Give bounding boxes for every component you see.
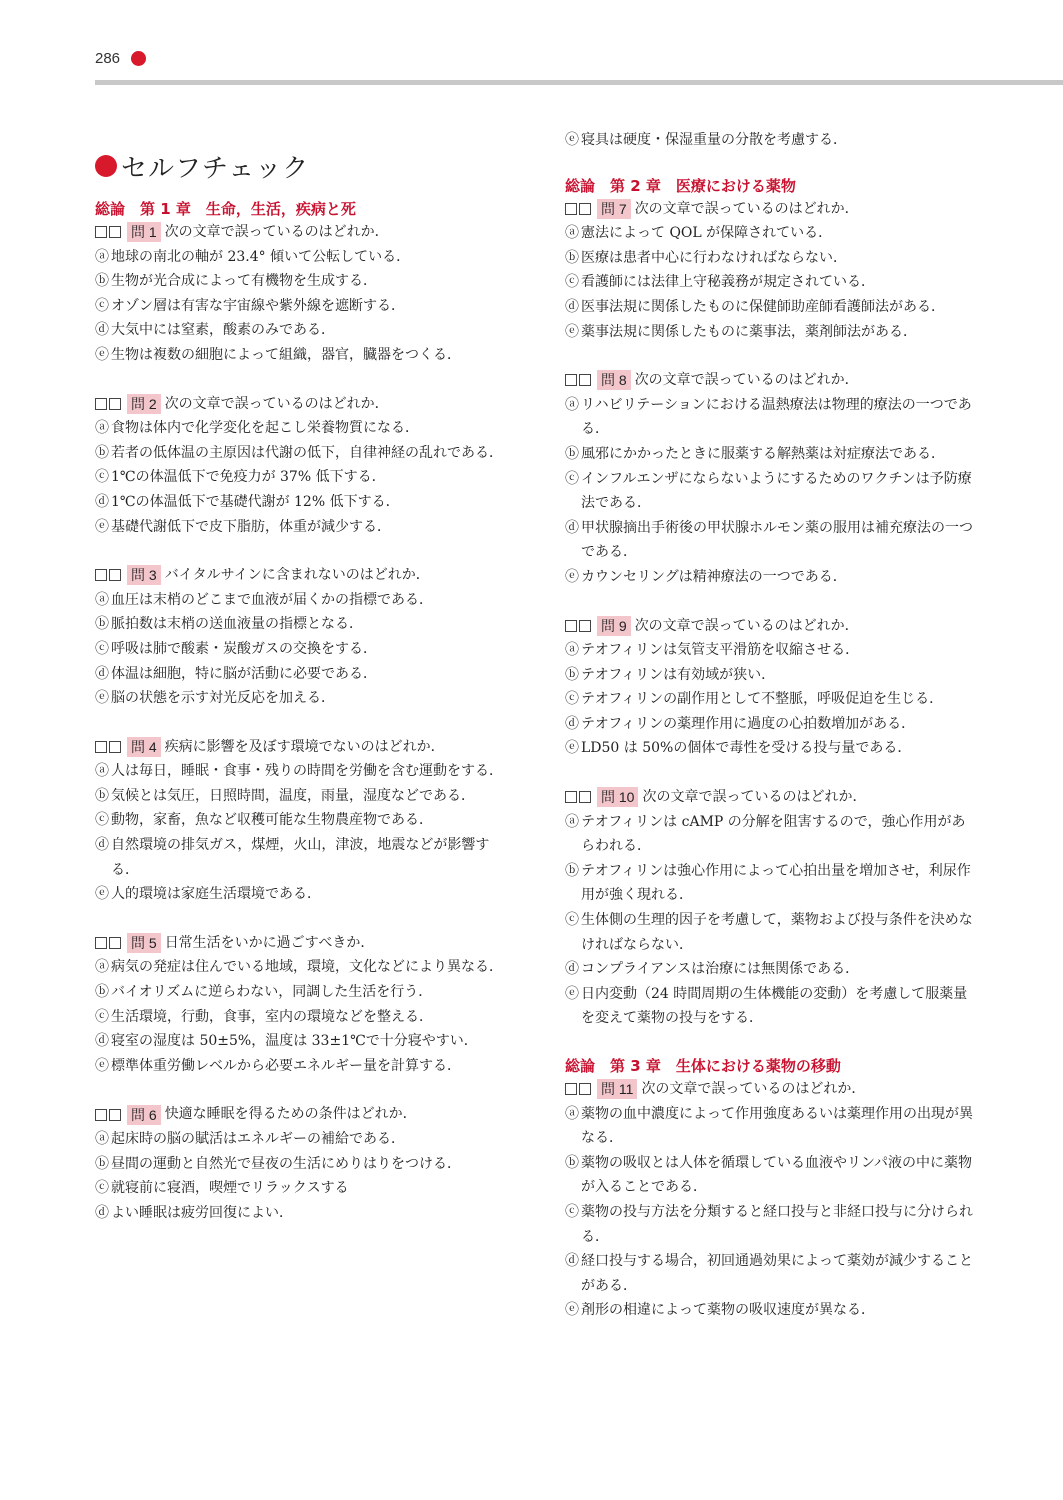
- option-marker: ⓔ: [95, 690, 109, 707]
- option-text: 呼吸は肺で酸素・炭酸ガスの交換をする．: [111, 640, 377, 657]
- option-text: 体温は細胞，特に脳が活動に必要である．: [111, 665, 377, 682]
- question-text: 次の文章で誤っているのはどれか．: [164, 224, 389, 240]
- option-marker: ⓒ: [95, 469, 109, 486]
- question-number-badge: 問 2: [127, 394, 161, 414]
- question-number-badge: 問 6: [127, 1105, 161, 1125]
- section-title: [95, 142, 505, 190]
- option-marker: ⓐ: [565, 642, 579, 659]
- question-header: [565, 1077, 975, 1102]
- checkbox-icon[interactable]: [579, 1083, 591, 1095]
- answer-option: [565, 810, 975, 859]
- answer-option: [565, 565, 975, 590]
- question-number-badge: 問 10: [597, 787, 638, 807]
- question-header: [95, 220, 505, 245]
- option-marker: ⓐ: [95, 591, 109, 608]
- option-marker: ⓑ: [95, 616, 109, 633]
- question-header: [95, 1102, 505, 1127]
- answer-option: [95, 882, 505, 907]
- answer-option: [95, 416, 505, 441]
- option-text: コンプライアンスは治療には無関係である．: [581, 961, 860, 978]
- option-text: 起床時の脳の賦活はエネルギーの補給である．: [111, 1131, 405, 1147]
- question-header: [95, 931, 505, 956]
- option-text: テオフィリンの薬理作用に過度の心拍数増加がある．: [581, 715, 916, 732]
- chapter-heading: 総論 第 3 章 生体における薬物の移動: [565, 1057, 841, 1075]
- checkbox-icon[interactable]: [579, 374, 591, 386]
- option-marker: ⓔ: [95, 518, 109, 535]
- option-marker: ⓑ: [565, 862, 579, 879]
- answer-option: [95, 245, 505, 270]
- answer-option: [565, 957, 975, 982]
- option-marker: ⓒ: [95, 1180, 109, 1197]
- option-text: 薬事法規に関係したものに薬事法，薬剤師法がある．: [581, 323, 917, 340]
- option-text: 憲法によって QOL が保障されている．: [581, 225, 833, 242]
- answer-option: [95, 588, 505, 613]
- answer-option: [565, 270, 975, 295]
- option-marker: ⓐ: [95, 248, 109, 265]
- option-text: 血圧は末梢のどこまで血液が届くかの指標である．: [111, 591, 433, 608]
- option-marker: ⓓ: [565, 519, 579, 536]
- answer-option: [565, 467, 975, 516]
- option-text: 医事法規に関係したものに保健師助産師看護師法がある．: [581, 298, 945, 315]
- option-marker: ⓐ: [95, 420, 109, 437]
- answer-option: [95, 1152, 505, 1177]
- answer-option: [95, 759, 505, 784]
- question-text: バイタルサインに含まれないのはどれか．: [164, 567, 430, 584]
- option-text: 医療は患者中心に行わなければならない．: [581, 249, 847, 266]
- answer-option: [95, 662, 505, 687]
- answer-option: [95, 343, 505, 368]
- question-header: [565, 614, 975, 639]
- option-marker: ⓓ: [95, 1204, 109, 1221]
- option-text: 剤形の相違によって薬物の吸収速度が異なる．: [581, 1302, 875, 1319]
- option-marker: ⓒ: [565, 691, 579, 708]
- question-block: [95, 1102, 505, 1225]
- answer-option: [565, 295, 975, 320]
- chapter-section: [565, 1055, 975, 1323]
- question-number-badge: 問 9: [597, 616, 631, 636]
- question-number-badge: 問 1: [127, 222, 161, 242]
- question-block: [95, 931, 505, 1079]
- option-text: リハビリテーションにおける温熱療法は物理的療法の一つである．: [581, 396, 972, 438]
- question-header: [565, 197, 975, 222]
- title-bullet-icon: [95, 155, 117, 177]
- answer-option: [95, 1005, 505, 1030]
- option-marker: ⓒ: [565, 274, 579, 291]
- question-number-badge: 問 8: [597, 370, 631, 390]
- option-text: 1℃の体温低下で免疫力が 37% 低下する．: [111, 469, 386, 486]
- option-text: インフルエンザにならないようにするためのワクチンは予防療法である．: [581, 470, 972, 512]
- question-number-badge: 問 5: [127, 933, 161, 953]
- checkbox-icon[interactable]: [565, 620, 577, 632]
- answer-option: [95, 1054, 505, 1079]
- checkbox-icon[interactable]: [109, 398, 121, 410]
- option-text: 日内変動（24 時間周期の生体機能の変動）を考慮して服薬量を変えて薬物の投与をする．: [581, 985, 968, 1027]
- option-text: 脈拍数は末梢の送血液量の指標となる．: [111, 616, 363, 633]
- answer-option: [565, 736, 975, 761]
- option-text: テオフィリンは気管支平滑筋を収縮させる．: [581, 642, 860, 659]
- option-marker: ⓒ: [565, 470, 579, 487]
- chapter-sections: [565, 175, 975, 1323]
- answer-option: [95, 784, 505, 809]
- answer-option: [565, 663, 975, 688]
- answer-option: [565, 982, 975, 1031]
- option-text: 昼間の運動と自然光で昼夜の生活にめりはりをつける．: [111, 1155, 461, 1172]
- option-text: 生体側の生理的因子を考慮して，薬物および投与条件を決めなければならない．: [581, 912, 973, 953]
- option-marker: ⓒ: [95, 640, 109, 657]
- option-marker: ⓔ: [565, 740, 579, 757]
- option-text: 脳の状態を示す対光反応を加える．: [111, 690, 335, 707]
- answer-option: [565, 859, 975, 908]
- option-carryover: [565, 128, 975, 153]
- answer-option: [565, 1298, 975, 1323]
- question-number-badge: 問 7: [597, 199, 631, 219]
- question-block: [565, 1077, 975, 1323]
- question-block: [565, 614, 975, 762]
- page-marker-dot-icon: [131, 51, 146, 66]
- checkbox-icon[interactable]: [579, 791, 591, 803]
- answer-option: [565, 1151, 975, 1200]
- checkbox-icon[interactable]: [95, 741, 107, 753]
- checkbox-icon[interactable]: [109, 1109, 121, 1121]
- option-marker: ⓓ: [95, 322, 109, 339]
- option-text: 食物は体内で化学変化を起こし栄養物質になる．: [111, 420, 419, 437]
- checkbox-icon[interactable]: [95, 569, 107, 581]
- option-marker: ⓔ: [95, 346, 109, 363]
- option-text: 就寝前に寝酒，喫煙でリラックスする: [111, 1180, 349, 1197]
- option-marker: ⓒ: [95, 1008, 109, 1025]
- question-number-badge: 問 11: [597, 1079, 637, 1099]
- option-marker: ⓑ: [95, 444, 109, 461]
- option-text: 人的環境は家庭生活環境である．: [111, 886, 321, 903]
- option-marker: ⓑ: [565, 445, 579, 462]
- checkbox-icon[interactable]: [95, 226, 107, 238]
- question-block: [565, 368, 975, 589]
- question-header: [565, 368, 975, 393]
- option-marker: ⓓ: [95, 665, 109, 682]
- answer-option: [95, 637, 505, 662]
- answer-option: [565, 687, 975, 712]
- option-text: 若者の低体温の主原因は代謝の低下，自律神経の乱れである．: [111, 444, 503, 461]
- question-block: [565, 785, 975, 1031]
- answer-option: [95, 686, 505, 711]
- question-text: 快適な睡眠を得るための条件はどれか．: [164, 1106, 417, 1123]
- option-marker: ⓐ: [565, 813, 579, 830]
- question-block: [95, 392, 505, 540]
- option-text: 看護師には法律上守秘義務が規定されている．: [581, 274, 875, 291]
- option-text: 人は毎日，睡眠・食事・残りの時間を労働を含む運動をする．: [111, 763, 503, 780]
- option-marker: ⓔ: [565, 1302, 579, 1319]
- checkbox-icon[interactable]: [95, 398, 107, 410]
- option-text: 薬物の吸収とは人体を循環している血液やリンパ液の中に薬物が入ることである．: [581, 1154, 973, 1196]
- option-marker: ⓔ: [565, 985, 579, 1002]
- checkbox-icon[interactable]: [579, 620, 591, 632]
- option-text: 1℃の体温低下で基礎代謝が 12% 低下する．: [111, 493, 400, 510]
- option-text: 大気中には窒素，酸素のみである．: [111, 322, 335, 339]
- option-text: 気候とは気圧，日照時間，温度，雨量，湿度などである．: [111, 787, 475, 804]
- checkbox-icon[interactable]: [579, 203, 591, 215]
- answer-option: [95, 318, 505, 343]
- option-marker: ⓓ: [565, 961, 579, 978]
- checkbox-icon[interactable]: [565, 1083, 577, 1095]
- question-block: [565, 197, 975, 345]
- checkbox-icon[interactable]: [565, 374, 577, 386]
- option-text: 寝具は硬度・保湿重量の分散を考慮する．: [581, 132, 847, 148]
- left-column: [95, 128, 505, 1249]
- option-marker: ⓐ: [565, 1105, 579, 1122]
- option-marker: ⓓ: [565, 1253, 579, 1270]
- chapter-section: [565, 175, 975, 1031]
- question-number-badge: 問 3: [127, 565, 161, 585]
- checkbox-icon[interactable]: [565, 203, 577, 215]
- header-rule: [95, 80, 1063, 85]
- answer-option: [95, 441, 505, 466]
- option-text: LD50 は 50%の個体で毒性を受ける投与量である．: [581, 740, 912, 757]
- chapter-heading: 総論 第 1 章 生命，生活，疾病と死: [95, 200, 356, 218]
- option-marker: ⓑ: [95, 1155, 109, 1172]
- checkbox-icon[interactable]: [109, 569, 121, 581]
- answer-option: [95, 1029, 505, 1054]
- question-header: [565, 785, 975, 810]
- answer-option: [95, 1176, 505, 1201]
- option-marker: ⓐ: [565, 396, 579, 413]
- option-marker: ⓓ: [95, 493, 109, 510]
- option-text: テオフィリンは cAMP の分解を阻害するので，強心作用があらわれる．: [581, 813, 966, 855]
- checkbox-icon[interactable]: [95, 937, 107, 949]
- answer-option: [565, 1200, 975, 1249]
- option-text: オゾン層は有害な宇宙線や紫外線を遮断する．: [111, 297, 405, 314]
- option-marker: ⓑ: [95, 273, 109, 290]
- option-text: テオフィリンは強心作用によって心拍出量を増加させ，利尿作用が強く現れる．: [581, 862, 971, 904]
- answer-option: [95, 294, 505, 319]
- option-marker: ⓑ: [565, 1154, 579, 1171]
- answer-option: [95, 465, 505, 490]
- answer-option: [95, 490, 505, 515]
- right-column: [565, 128, 975, 1347]
- checkbox-icon[interactable]: [109, 741, 121, 753]
- option-text: 経口投与する場合，初回通過効果によって薬効が減少することがある．: [581, 1253, 973, 1294]
- answer-option: [565, 1249, 975, 1298]
- question-list: [95, 220, 505, 1225]
- page-number: 286: [95, 50, 121, 67]
- option-marker: ⓒ: [95, 297, 109, 314]
- question-block: [95, 220, 505, 368]
- option-marker: ⓓ: [95, 837, 109, 854]
- answer-option: [565, 221, 975, 246]
- option-marker: ⓔ: [565, 568, 579, 585]
- question-number-badge: 問 4: [127, 737, 161, 757]
- question-header: [95, 735, 505, 760]
- option-text: 動物，家畜，魚など収穫可能な生物農産物である．: [111, 812, 433, 829]
- checkbox-icon[interactable]: [109, 937, 121, 949]
- option-text: バイオリズムに逆らわない，同調した生活を行う．: [111, 984, 433, 1001]
- option-text: 薬物の投与方法を分類すると経口投与と非経口投与に分けられる．: [581, 1203, 973, 1245]
- option-marker: ⓐ: [95, 959, 109, 976]
- option-marker: ⓓ: [95, 1033, 109, 1050]
- answer-option: [95, 980, 505, 1005]
- checkbox-icon[interactable]: [565, 791, 577, 803]
- answer-option: [95, 269, 505, 294]
- answer-option: [565, 516, 975, 565]
- question-block: [95, 563, 505, 711]
- answer-option: [565, 320, 975, 345]
- answer-option: [565, 246, 975, 271]
- option-text: よい睡眠は疲労回復によい．: [111, 1204, 293, 1221]
- option-text: テオフィリンは有効域が狭い．: [581, 666, 776, 683]
- option-marker: ⓔ: [95, 1057, 109, 1074]
- question-block: [95, 735, 505, 907]
- option-text: 生活環境，行動，食事，室内の環境などを整える．: [111, 1008, 433, 1025]
- option-text: 生物が光合成によって有機物を生成する．: [111, 273, 377, 290]
- option-text: 寝室の湿度は 50±5%，温度は 33±1℃で十分寝やすい．: [111, 1033, 478, 1050]
- option-marker: ⓔ: [565, 132, 579, 148]
- question-text: 次の文章で誤っているのはどれか．: [642, 789, 867, 806]
- option-marker: ⓐ: [95, 1131, 109, 1147]
- option-text: 病気の発症は住んでいる地域，環境，文化などにより異なる．: [111, 959, 503, 976]
- option-marker: ⓓ: [565, 715, 579, 732]
- option-text: テオフィリンの副作用として不整脈，呼吸促迫を生じる．: [581, 691, 944, 708]
- option-text: 自然環境の排気ガス，煤煙，火山，津波，地震などが影響する．: [111, 837, 490, 878]
- question-text: 次の文章で誤っているのはどれか．: [634, 617, 859, 634]
- question-text: 疾病に影響を及ぼす環境でないのはどれか．: [164, 738, 445, 755]
- question-text: 次の文章で誤っているのはどれか．: [634, 372, 859, 389]
- answer-option: [565, 393, 975, 442]
- answer-option: [95, 833, 505, 882]
- answer-option: [565, 908, 975, 957]
- option-marker: ⓒ: [95, 812, 109, 829]
- option-text: 標準体重労働レベルから必要エネルギー量を計算する．: [111, 1057, 461, 1074]
- checkbox-icon[interactable]: [109, 226, 121, 238]
- question-text: 次の文章で誤っているのはどれか．: [164, 395, 389, 412]
- answer-option: [565, 712, 975, 737]
- answer-option: [565, 638, 975, 663]
- chapter-heading: 総論 第 2 章 医療における薬物: [565, 176, 796, 195]
- option-text: 生物は複数の細胞によって組織，器官，臓器をつくる．: [111, 346, 461, 363]
- option-marker: ⓔ: [565, 323, 579, 340]
- question-text: 次の文章で誤っているのはどれか．: [634, 200, 859, 217]
- answer-option: [95, 808, 505, 833]
- option-text: 薬物の血中濃度によって作用強度あるいは薬理作用の出現が異なる．: [581, 1105, 973, 1147]
- section-title-text: セルフチェック: [121, 153, 310, 184]
- option-text: 地球の南北の軸が 23.4° 傾いて公転している．: [111, 248, 411, 265]
- option-marker: ⓐ: [95, 763, 109, 780]
- option-text: 甲状腺摘出手術後の甲状腺ホルモン薬の服用は補充療法の一つである．: [581, 519, 973, 561]
- option-marker: ⓒ: [565, 1203, 579, 1220]
- option-marker: ⓔ: [95, 886, 109, 903]
- answer-option: [565, 1102, 975, 1151]
- option-marker: ⓐ: [565, 225, 579, 242]
- option-marker: ⓒ: [565, 912, 579, 929]
- answer-option: [565, 442, 975, 467]
- answer-option: [95, 515, 505, 540]
- question-header: [95, 563, 505, 588]
- question-header: [95, 392, 505, 417]
- answer-option: [95, 1127, 505, 1152]
- option-marker: ⓑ: [565, 666, 579, 683]
- option-marker: ⓑ: [565, 249, 579, 266]
- answer-option: [95, 612, 505, 637]
- option-marker: ⓑ: [95, 984, 109, 1001]
- option-marker: ⓓ: [565, 298, 579, 315]
- question-text: 次の文章で誤っているのはどれか．: [641, 1081, 866, 1097]
- checkbox-icon[interactable]: [95, 1109, 107, 1121]
- option-text: 基礎代謝低下で皮下脂肪，体重が減少する．: [111, 518, 391, 535]
- question-text: 日常生活をいかに過ごすべきか．: [164, 934, 375, 951]
- option-text: 風邪にかかったときに服薬する解熱薬は対症療法である．: [581, 445, 945, 462]
- option-marker: ⓑ: [95, 787, 109, 804]
- answer-option: [95, 1201, 505, 1226]
- option-text: カウンセリングは精神療法の一つである．: [581, 568, 847, 585]
- answer-option: [95, 955, 505, 980]
